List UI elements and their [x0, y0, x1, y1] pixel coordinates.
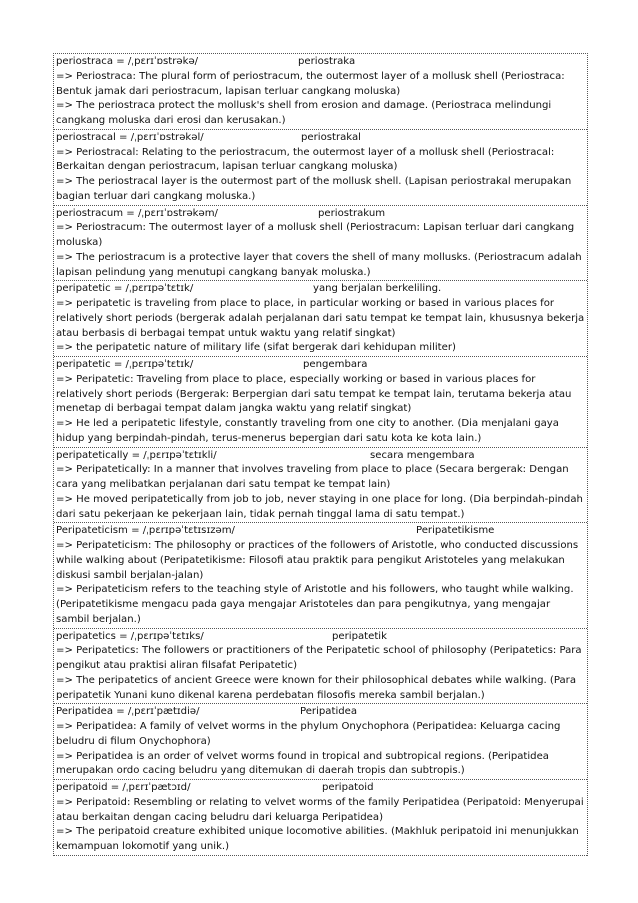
dictionary-entry	[54, 281, 587, 357]
entry-definition-line: => Peripatidea: A family of velvet worms in the phylum Onychophora (Peripatidea: Keluarga cacing beludru di filum Onychophora)	[56, 721, 561, 747]
dictionary-entry	[54, 629, 587, 705]
dictionary-entry	[54, 523, 587, 628]
entry-definition-line: => He led a peripatetic lifestyle, constantly traveling from one city to another. (Dia menjalani gaya hidup yang berpindah-pindah, terus-menerus bepergian dari satu kota ke kota lain.)	[56, 418, 559, 444]
entry-definition-line: => peripatetic is traveling from place to place, in particular working or based in various places for relatively short periods (bergerak adalah perjalanan dari satu tempat ke tempat lain, khususnya bekerja atau berbasis di berbagai tempat untuk waktu yang relatif singkat)	[56, 298, 585, 339]
entry-headline	[56, 630, 585, 645]
entry-definition-line: => Peripatetic: Traveling from place to place, especially working or based in various places for relatively short periods (Bergerak: Berpergian dari satu tempat ke tempat lain, terutama bekerja atau menetap di berbagai tempat dalam jangka waktu yang relatif singkat)	[56, 373, 572, 415]
entry-definition-line: => Periostracum: The outermost layer of a mollusk shell (Periostracum: Lapisan terluar dari cangkang moluska)	[56, 222, 575, 248]
dictionary-entry	[54, 780, 587, 856]
entry-definition-line: => Peripatetically: In a manner that involves traveling from place to place (Secara bergerak: Dengan cara yang melibatkan perjalanan dari satu tempat ke tempat lain)	[56, 464, 569, 490]
entry-definition-line: => Peripateticism refers to the teaching style of Aristotle and his followers, who taught while walking. (Peripatetikisme mengacu pada gaya mengajar Aristoteles dan para pengikutnya, yang mengajar sambil berjalan.)	[56, 584, 574, 625]
entry-definition-line: => He moved peripatetically from job to job, never staying in one place for long. (Dia berpindah-pindah dari satu pekerjaan ke pekerjaan lain, tidak pernah tinggal lama di satu tempat.)	[56, 493, 583, 520]
entry-definition-line: => The periostraca protect the mollusk's shell from erosion and damage. (Periostraca melindungi cangkang moluska dari erosi dan kerusakan.)	[56, 100, 552, 126]
entry-definition-line: => Periostracal: Relating to the periostracum, the outermost layer of a mollusk shell (Periostracal: Berkaitan dengan periostracum, lapisan terluar cangkang moluska)	[56, 146, 555, 173]
entry-headword: Peripateticism = /ˌpɛrɪpəˈtɛtɪsɪzəm/	[56, 525, 235, 537]
entry-translation: periostrakal	[301, 131, 361, 143]
entry-headword: peripatoid = /ˌpɛrɪˈpætɔɪd/	[56, 782, 191, 793]
entry-definition-line: => Peripatetics: The followers or practitioners of the Peripatetic school of philosophy (Peripatetics: Para pengikut atau praktisi aliran filsafat Peripatetic)	[56, 645, 582, 671]
entry-translation: yang berjalan berkeliling.	[313, 283, 442, 295]
entry-headline	[56, 131, 585, 146]
entry-translation: Peripatetikisme	[416, 525, 495, 537]
entry-translation: pengembara	[303, 359, 368, 370]
entry-headword: peripatetically = /ˌpɛrɪpəˈtɛtɪkli/	[56, 449, 217, 461]
entry-headline	[56, 358, 585, 373]
entry-translation: Peripatidea	[300, 706, 358, 718]
entry-headword: periostracal = /ˌpɛrɪˈɒstrəkəl/	[56, 131, 204, 143]
dictionary-entry	[54, 54, 587, 130]
entry-headword: periostraca = /ˌpɛrɪˈɒstrəkə/	[56, 56, 199, 67]
entry-headword: peripatetics = /ˌpɛrɪpəˈtɛtɪks/	[56, 630, 204, 642]
entry-definition-line: => The periostracal layer is the outermost part of the mollusk shell. (Lapisan periostrakal merupakan bagian terluar dari cangkang moluska.)	[56, 176, 572, 202]
dictionary-entry	[54, 130, 587, 206]
entry-definition-line: => Periostraca: The plural form of periostracum, the outermost layer of a mollusk shell (Periostraca: Bentuk jamak dari periostracum, lapisan terluar cangkang moluska)	[56, 70, 565, 97]
entry-translation: peripatoid	[322, 782, 374, 793]
entry-headline	[56, 781, 585, 796]
entry-definition-line: => The peripatoid creature exhibited unique locomotive abilities. (Makhluk peripatoid ini menunjukkan kemampuan lokomotif yang unik.)	[56, 826, 579, 852]
dictionary-entry	[54, 206, 587, 282]
entry-headline	[56, 705, 585, 720]
entry-headline	[56, 524, 585, 539]
entry-translation: peripatetik	[332, 630, 387, 642]
entry-definition-line: => The periostracum is a protective layer that covers the shell of many mollusks. (Periostracum adalah lapisan pelindung yang menutupi cangkang banyak moluska.)	[56, 251, 582, 278]
entry-headline	[56, 282, 585, 297]
entry-translation: secara mengembara	[370, 449, 475, 461]
dictionary-entry	[54, 357, 587, 448]
entry-headword: peripatetic = /ˌpɛrɪpəˈtɛtɪk/	[56, 283, 194, 295]
dictionary-entry	[54, 704, 587, 780]
entry-definition-line: => the peripatetic nature of military life (sifat bergerak dari kehidupan militer)	[56, 342, 456, 354]
dictionary-entry	[54, 448, 587, 524]
entry-headword: peripatetic = /ˌpɛrɪpəˈtɛtɪk/	[56, 359, 194, 370]
entry-definition-line: => Peripatidea is an order of velvet worms found in tropical and subtropical regions. (Peripatidea merupakan ordo cacing beludru yang ditemukan di daerah tropis dan subtropis.)	[56, 750, 549, 777]
entry-headline	[56, 449, 585, 464]
entry-headline	[56, 55, 585, 70]
dictionary-document	[53, 53, 588, 856]
entry-definition-line: => Peripateticism: The philosophy or practices of the followers of Aristotle, who conducted discussions while walking about (Peripatetikisme: Filosofi atau praktik para pengikut Aristoteles yang melakukan diskusi sambil berjalan-jalan)	[56, 540, 579, 581]
entry-translation: periostrakum	[318, 207, 386, 219]
entry-headword: periostracum = /ˌpɛrɪˈɒstrəkəm/	[56, 207, 218, 219]
entry-headword: Peripatidea = /ˌpɛrɪˈpætɪdiə/	[56, 706, 200, 718]
entry-headline	[56, 207, 585, 222]
entry-definition-line: => Peripatoid: Resembling or relating to velvet worms of the family Peripatidea (Peripatoid: Menyerupai atau berkaitan dengan cacing beludru dari keluarga Peripatidea)	[56, 796, 584, 823]
entry-definition-line: => The peripatetics of ancient Greece were known for their philosophical debates while walking. (Para peripatetik Yunani kuno dikenal karena perdebatan filosofis mereka sambil berjalan.)	[56, 674, 577, 701]
entry-translation: periostraka	[298, 56, 356, 67]
